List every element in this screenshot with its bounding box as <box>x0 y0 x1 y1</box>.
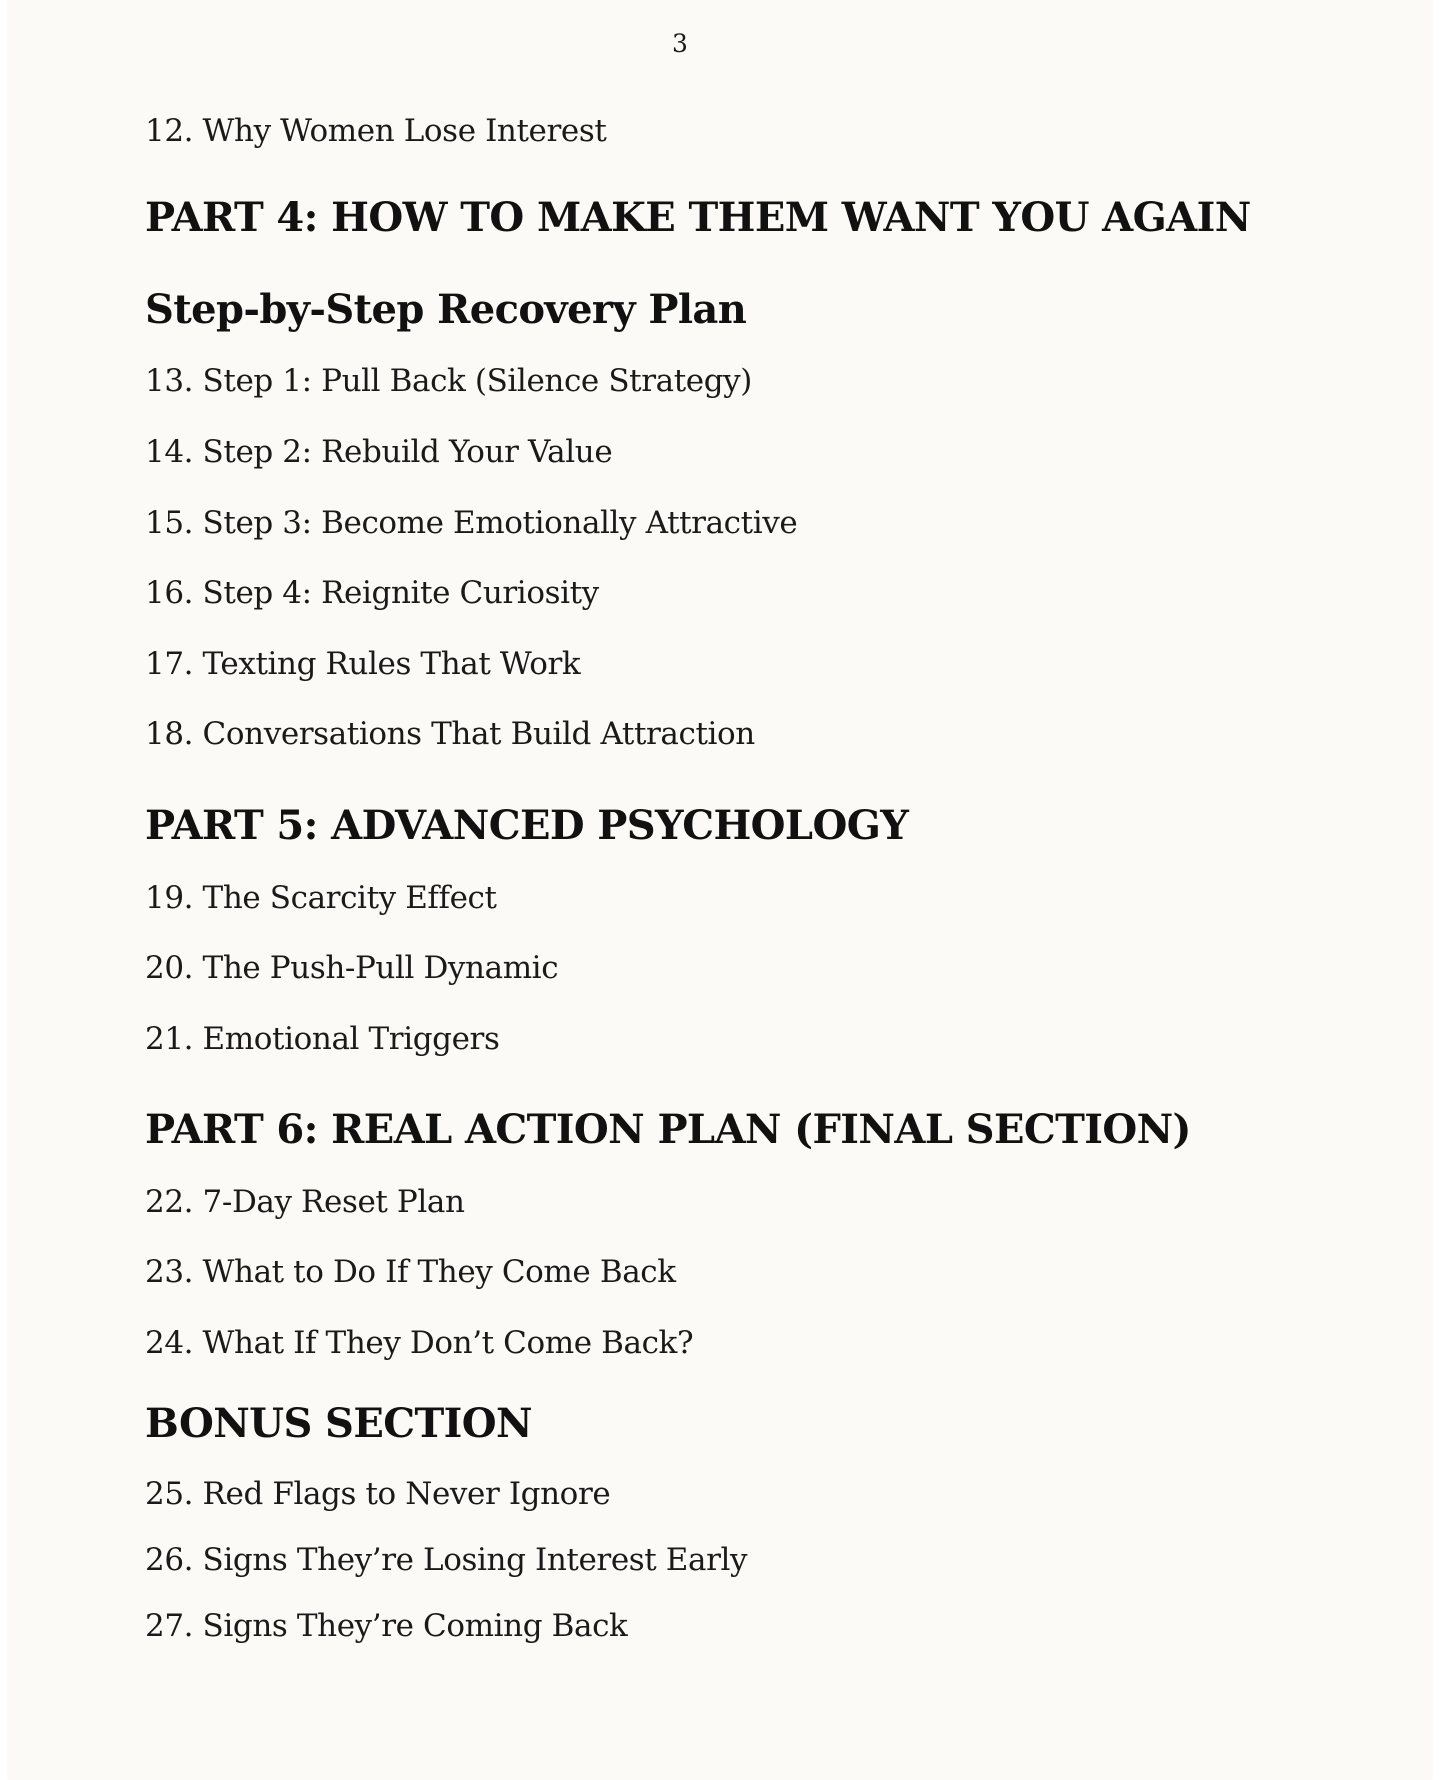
toc-item-21: 21. Emotional Triggers <box>145 1021 500 1057</box>
part4-heading: PART 4: HOW TO MAKE THEM WANT YOU AGAIN <box>145 194 1251 241</box>
toc-item-24: 24. What If They Don’t Come Back? <box>145 1325 694 1361</box>
toc-item-19: 19. The Scarcity Effect <box>145 880 497 916</box>
part5-heading: PART 5: ADVANCED PSYCHOLOGY <box>145 802 909 849</box>
part4-subheading: Step-by-Step Recovery Plan <box>145 286 747 333</box>
toc-item-23: 23. What to Do If They Come Back <box>145 1254 676 1290</box>
toc-item-15: 15. Step 3: Become Emotionally Attractive <box>145 505 798 541</box>
document-page <box>8 0 1432 1780</box>
toc-item-25: 25. Red Flags to Never Ignore <box>145 1476 611 1512</box>
toc-item-26: 26. Signs They’re Losing Interest Early <box>145 1542 748 1578</box>
toc-item-22: 22. 7-Day Reset Plan <box>145 1184 465 1220</box>
part6-heading: PART 6: REAL ACTION PLAN (FINAL SECTION) <box>145 1106 1191 1153</box>
toc-item-13: 13. Step 1: Pull Back (Silence Strategy) <box>145 363 752 399</box>
page-number: 3 <box>672 29 688 58</box>
toc-item-14: 14. Step 2: Rebuild Your Value <box>145 434 613 470</box>
toc-item-18: 18. Conversations That Build Attraction <box>145 716 755 752</box>
toc-item-27: 27. Signs They’re Coming Back <box>145 1608 628 1644</box>
toc-item-16: 16. Step 4: Reignite Curiosity <box>145 575 599 611</box>
toc-item-20: 20. The Push-Pull Dynamic <box>145 950 559 986</box>
toc-item-12: 12. Why Women Lose Interest <box>145 113 607 149</box>
bonus-heading: BONUS SECTION <box>145 1400 532 1447</box>
toc-item-17: 17. Texting Rules That Work <box>145 646 581 682</box>
